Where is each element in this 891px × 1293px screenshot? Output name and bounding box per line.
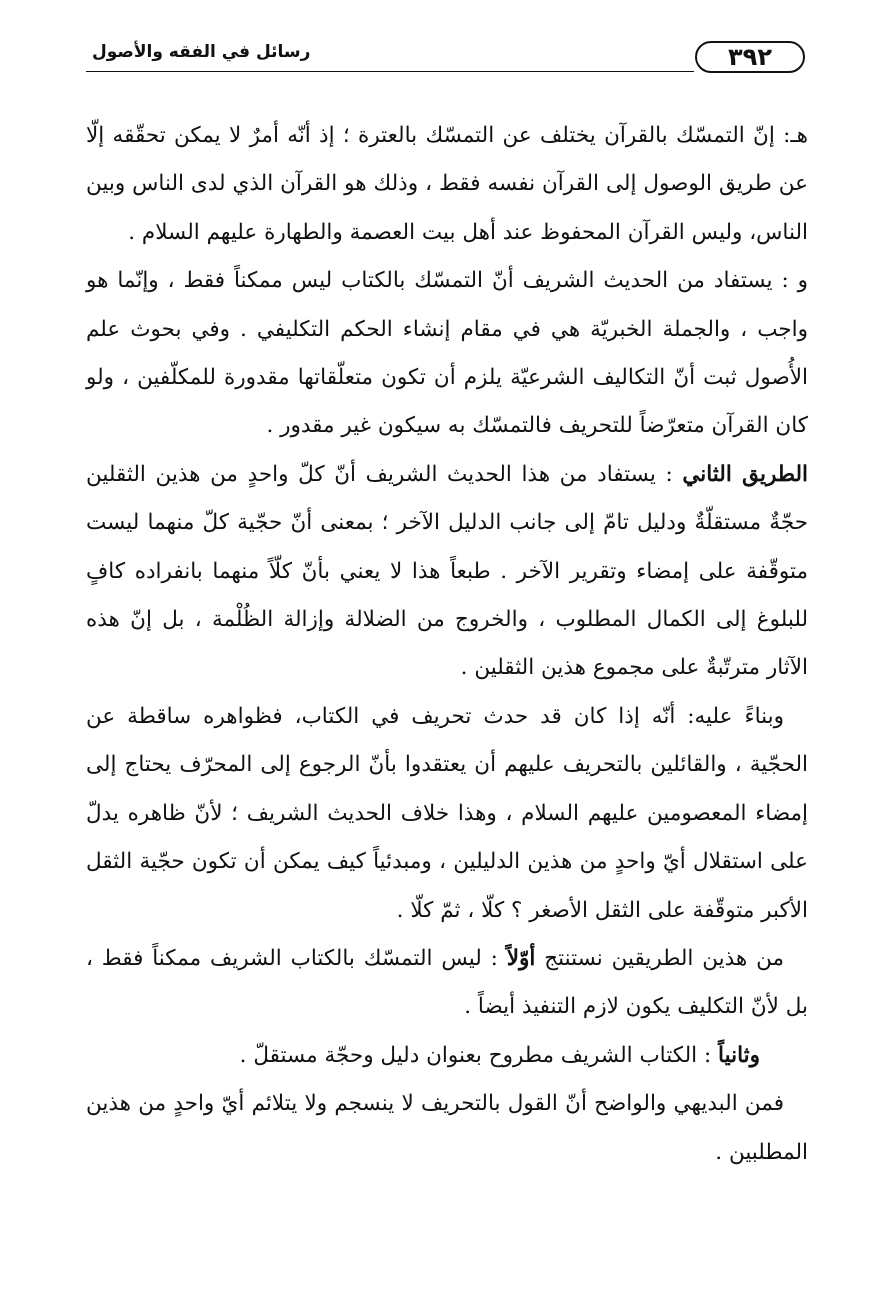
- paragraph-final: فمن البديهي والواضح أنّ القول بالتحريف لا ينسجم ولا يتلائم أيّ واحدٍ من هذين المطلبين .: [86, 1091, 808, 1165]
- paragraph-text: : يستفاد من هذا الحديث الشريف أنّ كلّ واحدٍ من هذين الثقلين حجّةٌ مستقلّةٌ ودليل تامّ إلى جانب الدليل الآخر ؛ بمعنى أنّ حجّية كلّ منهما ليست متوقّفة على إمضاء وتقرير الآخر . طبعاً هذا لا يعني بأنّ كلّاً منهما بانفراده كافٍ للبلوغ إلى الكمال المطلوب ، والخروج من الضلالة وإزالة الظُلْمة ، بل إنّ هذه الآثار مترتّبةٌ على مجموع هذين الثقلين .: [86, 461, 808, 681]
- paragraph-waw: و : يستفاد من الحديث الشريف أنّ التمسّك بالكتاب ليس ممكناً فقط ، وإنّما هو واجب ، والجملة الخبريّة هي في مقام إنشاء الحكم التكليفي . وفي بحوث علم الأُصول ثبت أنّ التكاليف الشرعيّة يلزم أن تكون متعلّقاتها مقدورة للمكلّفين ، ولو كان القرآن متعرّضاً للتحريف فالتمسّك به سيكون غير مقدور .: [86, 268, 808, 439]
- paragraph-text: : ليس التمسّك بالكتاب الشريف ممكناً فقط ، بل لأنّ التكليف يكون لازم التنفيذ أيضاً .: [86, 945, 808, 1020]
- page-body: [86, 112, 808, 1177]
- paragraph-he: هـ: إنّ التمسّك بالقرآن يختلف عن التمسّك بالعترة ؛ إذ أنّه أمرٌ لا يمكن تحقّقه إلّا عن طريق الوصول إلى القرآن نفسه فقط ، وذلك هو القرآن الذي لدى الناس وبين الناس، وليس القرآن المحفوظ عند أهل بيت العصمة والطهارة عليهم السلام .: [86, 123, 808, 245]
- paragraph-secondly: [86, 1032, 808, 1080]
- page-header: [86, 38, 806, 78]
- paragraph-conclusion: [86, 935, 808, 1032]
- lead-secondly: وثانياً: [718, 1042, 760, 1068]
- paragraph-text: : الكتاب الشريف مطروح بعنوان دليل وحجّة مستقلّ .: [239, 1042, 712, 1068]
- paragraph-text-prefix: من هذين الطريقين نستنتج: [544, 945, 784, 971]
- paragraph-second-way: [86, 451, 808, 693]
- paragraph-based-on-this: وبناءً عليه: أنّه إذا كان قد حدث تحريف في الكتاب، فظواهره ساقطة عن الحجّية ، والقائلين بالتحريف عليهم أن يعتقدوا بأنّ الرجوع إلى المحرّف يحتاج إلى إمضاء المعصومين عليهم السلام ، وهذا خلاف الحديث الشريف ؛ لأنّ ظاهره يدلّ على استقلال أيّ واحدٍ من هذين الدليلين ، ومبدئياً كيف يمكن أن تكون حجّية الثقل الأكبر متوقّفة على الثقل الأصغر ؟ كلّا ، ثمّ كلّا .: [86, 703, 808, 923]
- running-title: رسائل في الفقه والأصول: [92, 42, 311, 62]
- lead-firstly: أوّلاً: [506, 945, 536, 971]
- section-lead-second-way: الطريق الثاني: [682, 461, 809, 487]
- page-number: ٣٩٢: [728, 43, 772, 71]
- header-rule: [86, 71, 694, 72]
- page-number-badge: [694, 40, 806, 74]
